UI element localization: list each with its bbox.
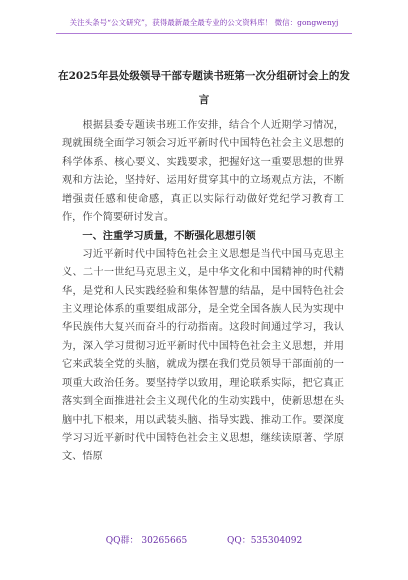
intro-paragraph: 根据县委专题读书班工作安排，结合个人近期学习情况，现就围绕全面学习领会习近平新时代中国特色社会主义思想的科学体系、核心要义、实践要求，把握好这一重要思想的世界观和方法论，坚持好、运用好贯穿其中的立场观点方法，不断增强责任感和使命感，真正以实际行动做好党纪学习教育工作，作个简要研讨发言。 [62,120,344,224]
document-title: 在2025年县处级领导干部专题读书班第一次分组研讨会上的发言 [58,70,350,106]
footer-qq: QQ：535304092 [226,536,303,546]
section-heading-1: 一、注重学习质量，不断强化思想引领 [82,230,256,243]
header-divider [56,33,352,34]
document-body [62,117,344,467]
top-banner: 关注头条号“公文研究”，获得最新最全最专业的公文资料库！ 微信：gongwenyj [69,18,339,27]
footer-contact [0,533,408,546]
footer-qq-group: QQ群： 30265665 [105,536,188,546]
section-1-paragraph: 习近平新时代中国特色社会主义思想是当代中国马克思主义、二十一世纪马克思主义，是中华文化和中国精神的时代精华，是党和人民实践经验和集体智慧的结晶，是中国特色社会主义理论体系的重要组成部分，是全党全国各族人民为实现中华民族伟大复兴而奋斗的行动指南。这段时间通过学习，我认为，深入学习贯彻习近平新时代中国特色社会主义思想，并用它来武装全党的头脑，就成为摆在我们党员领导干部面前的一项重大政治任务。要坚持学以致用，理论联系实际，把它真正落实到全面推进社会主义现代化的生动实践中，使新思想在头脑中扎下根来，用以武装头脑、指导实践、推动工作。要深度学习习近平新时代中国特色社会主义思想，继续读原著、学原文、悟原 [62,248,344,463]
